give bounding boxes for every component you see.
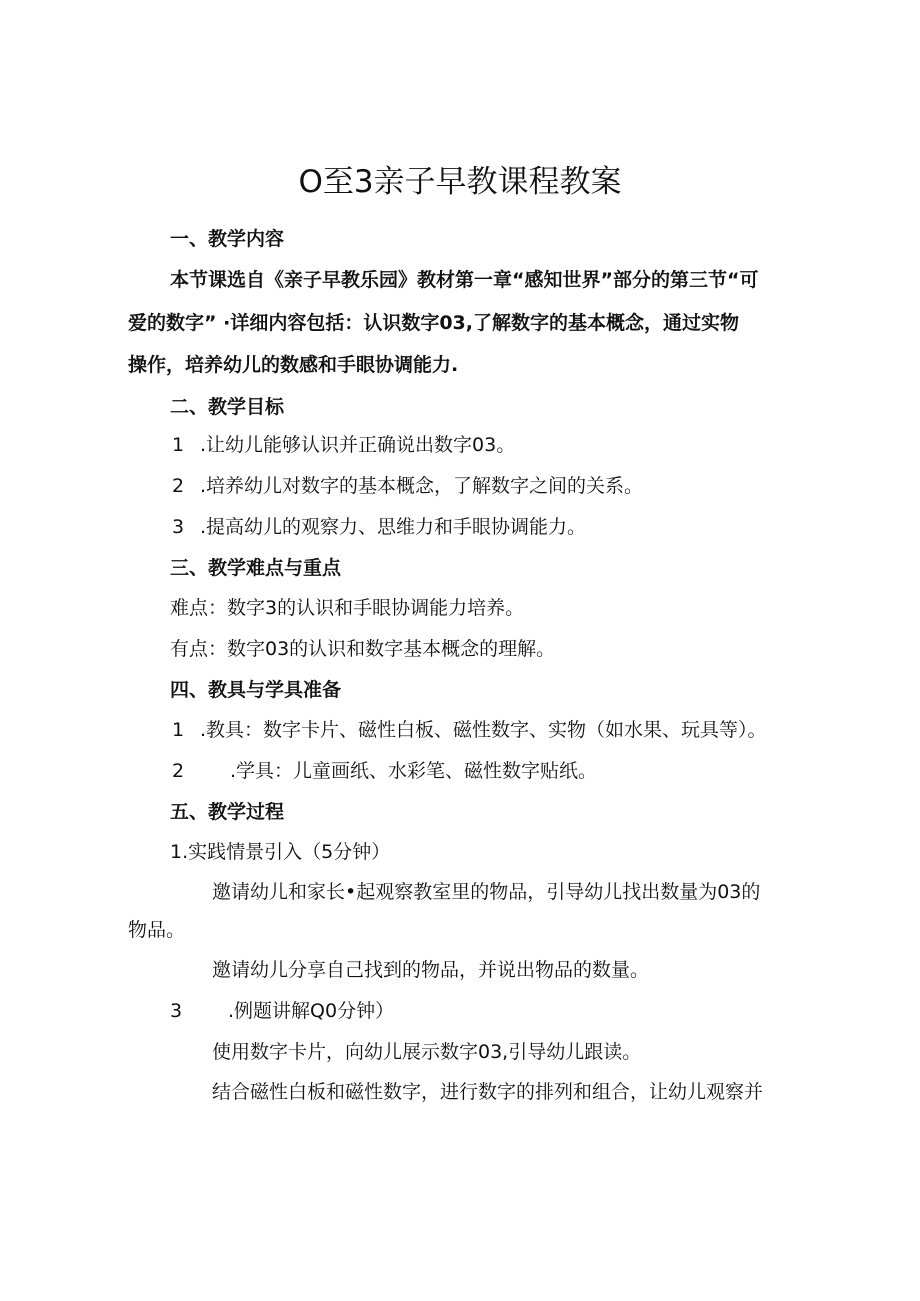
section-heading-key-points: 三、教学难点与重点 xyxy=(170,557,342,579)
materials-item xyxy=(172,718,767,742)
step-line: 物品。 xyxy=(128,919,186,941)
step-line: 邀请幼儿分享自己找到的物品，并说出物品的数量。 xyxy=(212,959,650,981)
item-text: .提高幼儿的观察力、思维力和手眼协调能力。 xyxy=(200,516,587,538)
item-text: .学具：儿童画纸、水彩笔、磁性数字贴纸。 xyxy=(230,760,598,782)
item-number: 3 xyxy=(170,1000,183,1022)
content-paragraph-line: 操作，培养幼儿的数感和手眼协调能力. xyxy=(128,354,459,376)
item-number: 1 xyxy=(172,434,185,456)
step-label: 1.实践情景引入（5分钟） xyxy=(170,841,391,863)
step-label-text: .例题讲解Q0分钟） xyxy=(228,1000,395,1022)
item-number: 1 xyxy=(172,719,185,741)
focus-line: 有点：数字03的认识和数字基本概念的理解。 xyxy=(170,638,556,660)
content-paragraph-line: 爱的数字” ·详细内容包括：认识数字03,了解数字的基本概念，通过实物 xyxy=(128,312,739,334)
step-line: 结合磁性白板和磁性数字，进行数字的排列和组合，让幼儿观察并 xyxy=(212,1081,764,1103)
difficulty-line: 难点：数字3的认识和手眼协调能力培养。 xyxy=(170,597,525,619)
content-paragraph-line: 本节课选自《亲子早教乐园》教材第一章“感知世界”部分的第三节“可 xyxy=(170,269,759,291)
section-heading-materials: 四、教具与学具准备 xyxy=(170,679,342,701)
section-heading-content: 一、教学内容 xyxy=(170,228,285,250)
step-label xyxy=(170,999,394,1023)
step-line: 使用数字卡片，向幼儿展示数字03,引导幼儿跟读。 xyxy=(212,1041,642,1063)
item-text: .培养幼儿对数字的基本概念，了解数字之间的关系。 xyxy=(200,475,644,497)
item-text: .让幼儿能够认识并正确说出数字03。 xyxy=(200,434,516,456)
page-title: O至3亲子早教课程教案 xyxy=(298,164,622,200)
item-number: 2 xyxy=(172,760,185,782)
materials-item xyxy=(172,759,597,783)
objective-item xyxy=(172,474,643,498)
section-heading-process: 五、教学过程 xyxy=(170,801,285,823)
objective-item xyxy=(172,515,586,539)
section-heading-objectives: 二、教学目标 xyxy=(170,396,285,418)
item-number: 3 xyxy=(172,516,185,538)
objective-item xyxy=(172,433,515,457)
item-number: 2 xyxy=(172,475,185,497)
item-text: .教具：数字卡片、磁性白板、磁性数字、实物（如水果、玩具等）。 xyxy=(200,719,767,741)
step-line: 邀请幼儿和家长•起观察教室里的物品，引导幼儿找出数量为03的 xyxy=(212,881,761,903)
